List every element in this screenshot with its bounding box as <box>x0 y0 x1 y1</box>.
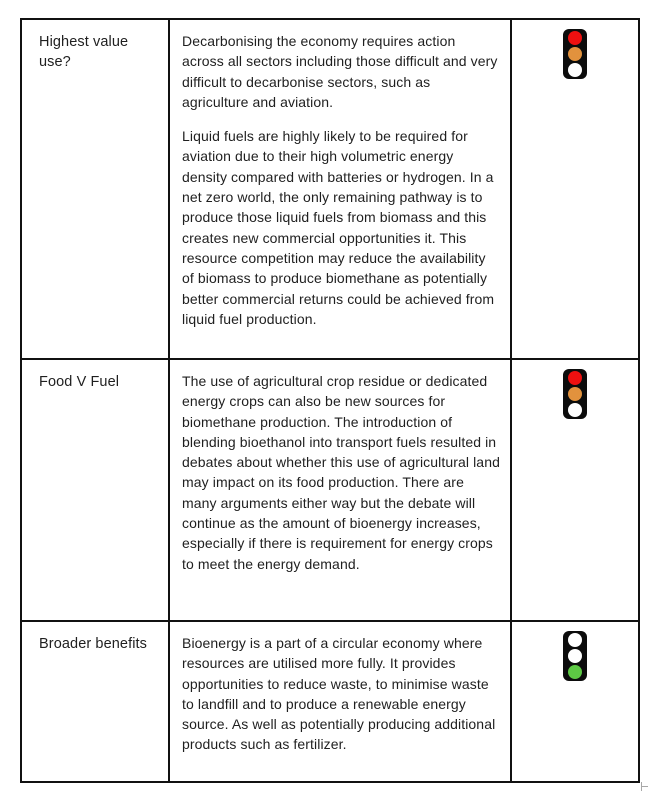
row-description-highest-value-use <box>170 20 512 360</box>
traffic-light-middle-bulb <box>568 47 582 61</box>
traffic-light-middle-bulb <box>568 649 582 663</box>
paragraph: Decarbonising the economy requires action across all sectors including those difficult and very difficult to decarbonise sectors, such as agriculture and aviation. <box>182 33 498 110</box>
row-label-text: Broader benefits <box>39 636 147 652</box>
traffic-light-bottom-bulb <box>568 63 582 77</box>
paragraph: Liquid fuels are highly likely to be required for aviation due to their high volumetric energy density compared with batteries or hydrogen. In a net zero world, the only remaining pathway is to produce those liquid fuels from biomass and this creates new commercial opportunities it. This resource competition may reduce the availability of biomass to produce biomethane as potentially better commercial returns could be achieved from liquid fuel production. <box>182 128 495 327</box>
row-description-food-v-fuel <box>170 360 512 622</box>
row-rating-highest-value-use <box>512 20 638 360</box>
traffic-light-bottom-bulb <box>568 403 582 417</box>
row-label-text: Highest value use? <box>39 34 129 70</box>
row-rating-food-v-fuel <box>512 360 638 622</box>
traffic-light-bottom-bulb <box>568 665 582 679</box>
traffic-light-icon <box>563 631 587 681</box>
next-table-corner-line <box>641 786 648 787</box>
traffic-light-top-bulb <box>568 371 582 385</box>
row-label-text: Food V Fuel <box>39 374 120 390</box>
paragraph: The use of agricultural crop residue or dedicated energy crops can also be new sources for biomethane production. The introduction of blending bioethanol into transport fuels resulted in debates about whether this use of agricultural land may impact on its food production. There are many arguments either way but the debate will continue as the amount of bioenergy increases, especially if there is requirement for energy crops to meet the energy demand. <box>182 373 500 572</box>
traffic-light-top-bulb <box>568 31 582 45</box>
traffic-light-icon <box>563 369 587 419</box>
traffic-light-icon <box>563 29 587 79</box>
paragraph: Bioenergy is a part of a circular economy where resources are utilised more fully. It provides opportunities to reduce waste, to minimise waste to landfill and to produce a renewable energy source. As well as potentially producing additional products such as fertilizer. <box>182 635 496 753</box>
row-label-highest-value-use <box>22 20 170 360</box>
row-description-broader-benefits <box>170 622 512 781</box>
assessment-table <box>20 18 640 783</box>
row-label-broader-benefits <box>22 622 170 781</box>
row-label-food-v-fuel <box>22 360 170 622</box>
traffic-light-top-bulb <box>568 633 582 647</box>
row-rating-broader-benefits <box>512 622 638 781</box>
traffic-light-middle-bulb <box>568 387 582 401</box>
